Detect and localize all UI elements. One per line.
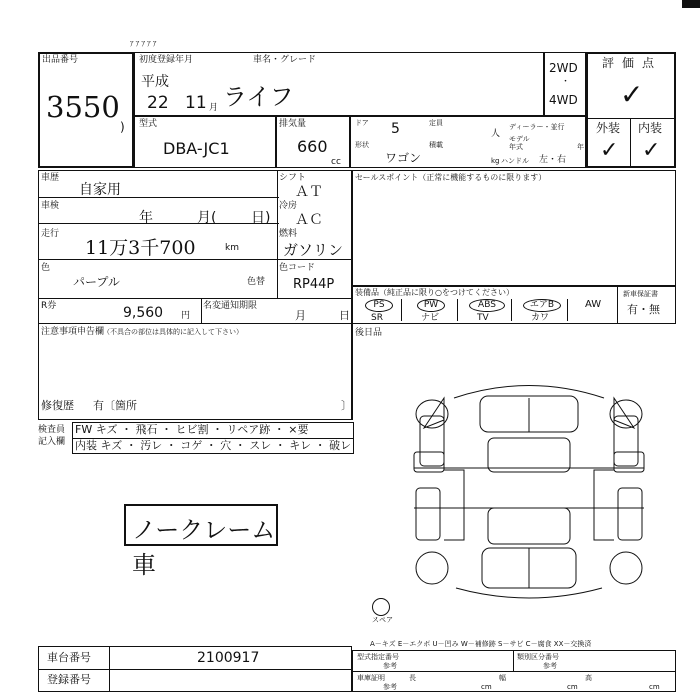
mileage-value: 11万3千700	[85, 237, 196, 259]
notes-label: 注意事項申告欄	[41, 327, 105, 337]
selling-points-box	[352, 170, 676, 286]
rating-box	[586, 52, 676, 168]
capacity-label: 定員	[429, 119, 443, 127]
drive-4wd: 4WD	[549, 93, 578, 107]
repair-label: 修復歴	[41, 399, 74, 412]
type-label: 型式	[139, 119, 158, 129]
car-diagram	[404, 368, 654, 608]
drive-box	[544, 52, 586, 116]
repair-close: 〕	[341, 399, 352, 412]
mileage-unit: km	[225, 243, 239, 253]
interior-mark: ✓	[642, 138, 661, 163]
equip-kawa: カワ	[531, 313, 550, 323]
rating-mark: ✓	[620, 78, 644, 111]
history-label: 車歴	[41, 173, 60, 183]
model-label: 車名・グレード	[253, 55, 317, 65]
inspector-row-2: 内装 キズ ・ 汚レ ・ コゲ ・ 穴 ・ スレ ・ キレ ・ 破レ	[75, 439, 352, 452]
equip-abs: ABS	[469, 299, 505, 312]
displacement-value: 660	[297, 137, 328, 156]
damage-legend: A－キズ E－エクボ U－凹み W－補修跡 S－サビ C－腐食 XX－交換済	[370, 640, 592, 648]
fuel-value: ガソリン	[283, 241, 344, 259]
notice-label: 名変通知期限	[203, 301, 258, 311]
inspection-month: 月(	[197, 210, 217, 226]
tail-label: 後日品	[355, 328, 383, 338]
color-swap-label: 色替	[247, 277, 266, 287]
bottom-unit-2: cm	[567, 683, 578, 691]
spare-label: スペア	[372, 616, 393, 624]
notice-month: 月	[295, 309, 306, 322]
bottom-label-length: 長	[409, 674, 416, 682]
type-box	[134, 116, 276, 168]
color-value: パープル	[73, 275, 120, 289]
inspection-day: 日)	[251, 210, 271, 226]
warranty-value: 有・無	[627, 303, 660, 316]
chassis-value: 2100917	[197, 650, 260, 666]
bottom-label-2: 類別区分番号	[517, 653, 559, 661]
equip-airbag: エアB	[523, 299, 561, 312]
bottom-label-height: 高	[585, 674, 592, 682]
registration-box	[134, 52, 544, 116]
notice-day: 日	[339, 309, 350, 322]
listing-number: 3550	[46, 90, 120, 124]
mileage-label: 走行	[41, 229, 60, 239]
corner-mark	[682, 0, 700, 8]
displacement-unit: cc	[331, 157, 341, 167]
exterior-label: 外装	[596, 121, 621, 135]
dealer-label: ディーラー・並行	[509, 123, 565, 131]
drive-separator: ・	[561, 77, 571, 87]
listing-box	[38, 52, 134, 168]
model-name: ライフ	[223, 83, 294, 111]
recycle-label: R券	[41, 301, 57, 311]
bottom-unit-1: cm	[481, 683, 492, 691]
bottom-label-1b: 参考	[383, 662, 397, 670]
chassis-label: 車台番号	[47, 651, 91, 664]
handle-label: ハンドル	[501, 157, 529, 165]
type-value: DBA-JC1	[163, 139, 230, 158]
equip-pw: PW	[417, 299, 445, 312]
equipment-box	[352, 286, 676, 324]
no-claim-stamp	[124, 504, 278, 579]
inspector-label-1: 検査員	[38, 425, 66, 435]
equip-tv: TV	[477, 313, 489, 323]
equipment-label: 装備品（純正品に限り○をつけてください）	[355, 288, 514, 297]
chassis-box	[38, 646, 352, 692]
body-value: ワゴン	[385, 151, 422, 165]
exterior-mark: ✓	[600, 138, 619, 163]
bottom-label-width: 幅	[499, 674, 506, 682]
color-label: 色	[41, 263, 51, 273]
equip-ps: PS	[365, 299, 393, 312]
displacement-label: 排気量	[279, 119, 307, 129]
bottom-label-2b: 参考	[543, 662, 557, 670]
equip-sr: SR	[371, 313, 383, 323]
registration-era: 平成	[141, 74, 169, 90]
history-value: 自家用	[79, 182, 121, 198]
bottom-label-3b: 参考	[383, 683, 397, 691]
inspector-box	[72, 422, 354, 454]
details-grid	[38, 170, 352, 420]
stamp-text: ノークレーム車	[132, 516, 276, 579]
displacement-box	[276, 116, 350, 168]
aircon-value: ＡＣ	[295, 212, 323, 228]
shift-label: シフト	[279, 173, 307, 183]
inspection-year: 年	[139, 210, 153, 226]
equip-navi: ナビ	[421, 313, 440, 323]
notes-sub: （不具合の部位は具体的に記入して下さい）	[103, 328, 243, 336]
bottom-right-box	[352, 650, 676, 692]
body-label: 形状	[355, 141, 369, 149]
listing-tick: )	[120, 120, 125, 134]
spec-box	[350, 116, 586, 168]
load-unit: kg	[491, 157, 500, 165]
recycle-value: 9,560	[123, 305, 164, 321]
bottom-label-1: 型式指定番号	[357, 653, 399, 661]
warranty-label: 新車保証書	[623, 290, 658, 298]
color-code-label: 色コード	[279, 263, 316, 273]
aircon-label: 冷房	[279, 201, 298, 211]
reg-number-label: 登録番号	[47, 673, 91, 686]
doors-value: 5	[391, 121, 400, 137]
model-year-unit: 年	[577, 143, 584, 151]
repair-value: 有〔箇所	[93, 399, 137, 412]
handle-value: 左・右	[539, 155, 567, 165]
inspector-row-1: FW キズ ・ 飛石 ・ ヒビ割 ・ リペア跡 ・ ×要	[75, 423, 309, 436]
bottom-unit-3: cm	[649, 683, 660, 691]
equip-aw: AW	[585, 299, 602, 310]
top-scribble: ｱ ｱ ｱ ｱ ｱ	[130, 40, 157, 48]
rating-label: 評価点	[602, 56, 663, 70]
registration-label: 初度登録年月	[139, 55, 194, 65]
capacity-unit: 人	[491, 129, 501, 139]
selling-points-label: セールスポイント（正常に機能するものに限ります）	[355, 173, 547, 182]
color-code: RP44P	[293, 277, 335, 292]
doors-label: ドア	[355, 119, 369, 127]
listing-label: 出品番号	[42, 55, 79, 65]
drive-2wd: 2WD	[549, 61, 578, 75]
inspection-label: 車検	[41, 201, 60, 211]
load-label: 積載	[429, 141, 443, 149]
inspector-label-2: 記入欄	[38, 437, 66, 447]
recycle-unit: 円	[181, 311, 191, 321]
model-year-label: モデル年式	[509, 135, 530, 151]
fuel-label: 燃料	[279, 229, 298, 239]
registration-year: 22	[147, 93, 169, 113]
shift-value: ＡＴ	[295, 184, 323, 200]
registration-month-unit: 月	[209, 103, 219, 113]
spare-marker	[372, 598, 390, 616]
registration-month: 11	[185, 93, 207, 113]
interior-label: 内装	[638, 121, 663, 135]
bottom-label-3: 車庫証明	[357, 674, 385, 682]
